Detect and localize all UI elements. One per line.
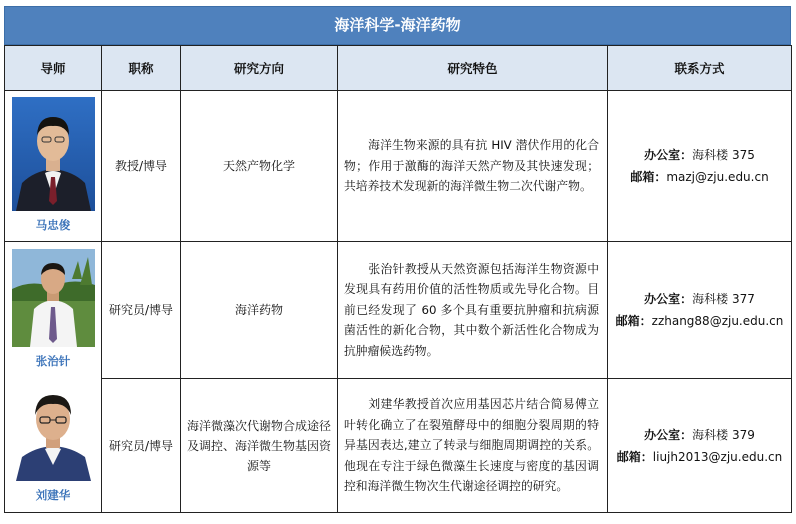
direction-cell: 海洋药物: [181, 242, 338, 379]
table-banner-title: 海洋科学-海洋药物: [4, 6, 791, 45]
header-row: [5, 46, 792, 91]
advisor-cell: [5, 379, 102, 513]
office-label: 办公室：: [644, 148, 693, 162]
office-label: 办公室：: [644, 427, 693, 442]
contact-cell: [608, 91, 792, 242]
header-title: 职称: [102, 46, 181, 91]
title-cell: 教授/博导: [102, 91, 181, 242]
header-features: 研究特色: [338, 46, 608, 91]
title-cell: 研究员/博导: [102, 242, 181, 379]
table-row: [5, 91, 792, 242]
email-value[interactable]: zzhang88@zju.edu.cn: [651, 314, 784, 328]
email-label: 邮箱：: [616, 449, 653, 464]
email-line: [608, 446, 791, 468]
advisor-cell: [5, 91, 102, 242]
office-value: 海科楼 375: [692, 148, 755, 162]
email-value[interactable]: mazj@zju.edu.cn: [666, 170, 769, 184]
table-row: [5, 242, 792, 379]
direction-cell: 海洋微藻次代谢物合成途径及调控、海洋微生物基因资源等: [181, 379, 338, 513]
office-value: 海科楼 379: [692, 427, 755, 442]
email-value[interactable]: liujh2013@zju.edu.cn: [652, 449, 783, 464]
features-cell: [338, 242, 608, 379]
title-cell: 研究员/博导: [102, 379, 181, 513]
office-value: 海科楼 377: [692, 292, 755, 306]
email-label: 邮箱：: [615, 314, 652, 328]
advisor-name: 马忠俊: [35, 218, 71, 232]
advisor-photo: [12, 249, 95, 347]
office-line: [608, 424, 791, 446]
email-line: [608, 166, 791, 188]
faculty-table: [4, 45, 792, 513]
features-text: 张治针教授从天然资源包括海洋生物资源中发现具有药用价值的活性物质或先导化合物。目前已经发现了 60 多个具有重要抗肿瘤和抗病源菌活性的新化合物，其中数个新活性化合物成为抗肿瘤候选药物。: [344, 261, 599, 358]
table-row: [5, 379, 792, 513]
advisor-photo: [12, 385, 95, 481]
features-text: 刘建华教授首次应用基因芯片结合简易傅立叶转化确立了在裂殖酵母中的细胞分裂周期的特异基因表达,建立了转录与细胞周期调控的关系。他现在专注于绿色微藻生长速度与密度的基因调控和海洋微生物次生代谢途径调控的研究。: [344, 397, 599, 494]
faculty-table-container: [4, 6, 791, 513]
contact-cell: [608, 379, 792, 513]
advisor-name: 刘建华: [35, 488, 71, 503]
direction-cell: 天然产物化学: [181, 91, 338, 242]
office-line: [608, 288, 791, 310]
header-contact: 联系方式: [608, 46, 792, 91]
header-advisor: 导师: [5, 46, 102, 91]
email-label: 邮箱：: [630, 170, 667, 184]
office-line: [608, 144, 791, 166]
header-direction: 研究方向: [181, 46, 338, 91]
advisor-photo: [12, 97, 95, 211]
advisor-name: 张治针: [35, 354, 71, 369]
contact-cell: [608, 242, 792, 379]
advisor-cell: [5, 242, 102, 379]
office-label: 办公室：: [644, 292, 693, 306]
features-cell: [338, 91, 608, 242]
features-text: 海洋生物来源的具有抗 HIV 潜伏作用的化合物；作用于激酶的海洋天然产物及其快速发现；共培养技术发现新的海洋微生物二次代谢产物。: [344, 138, 599, 194]
features-cell: [338, 379, 608, 513]
email-line: [608, 310, 791, 332]
